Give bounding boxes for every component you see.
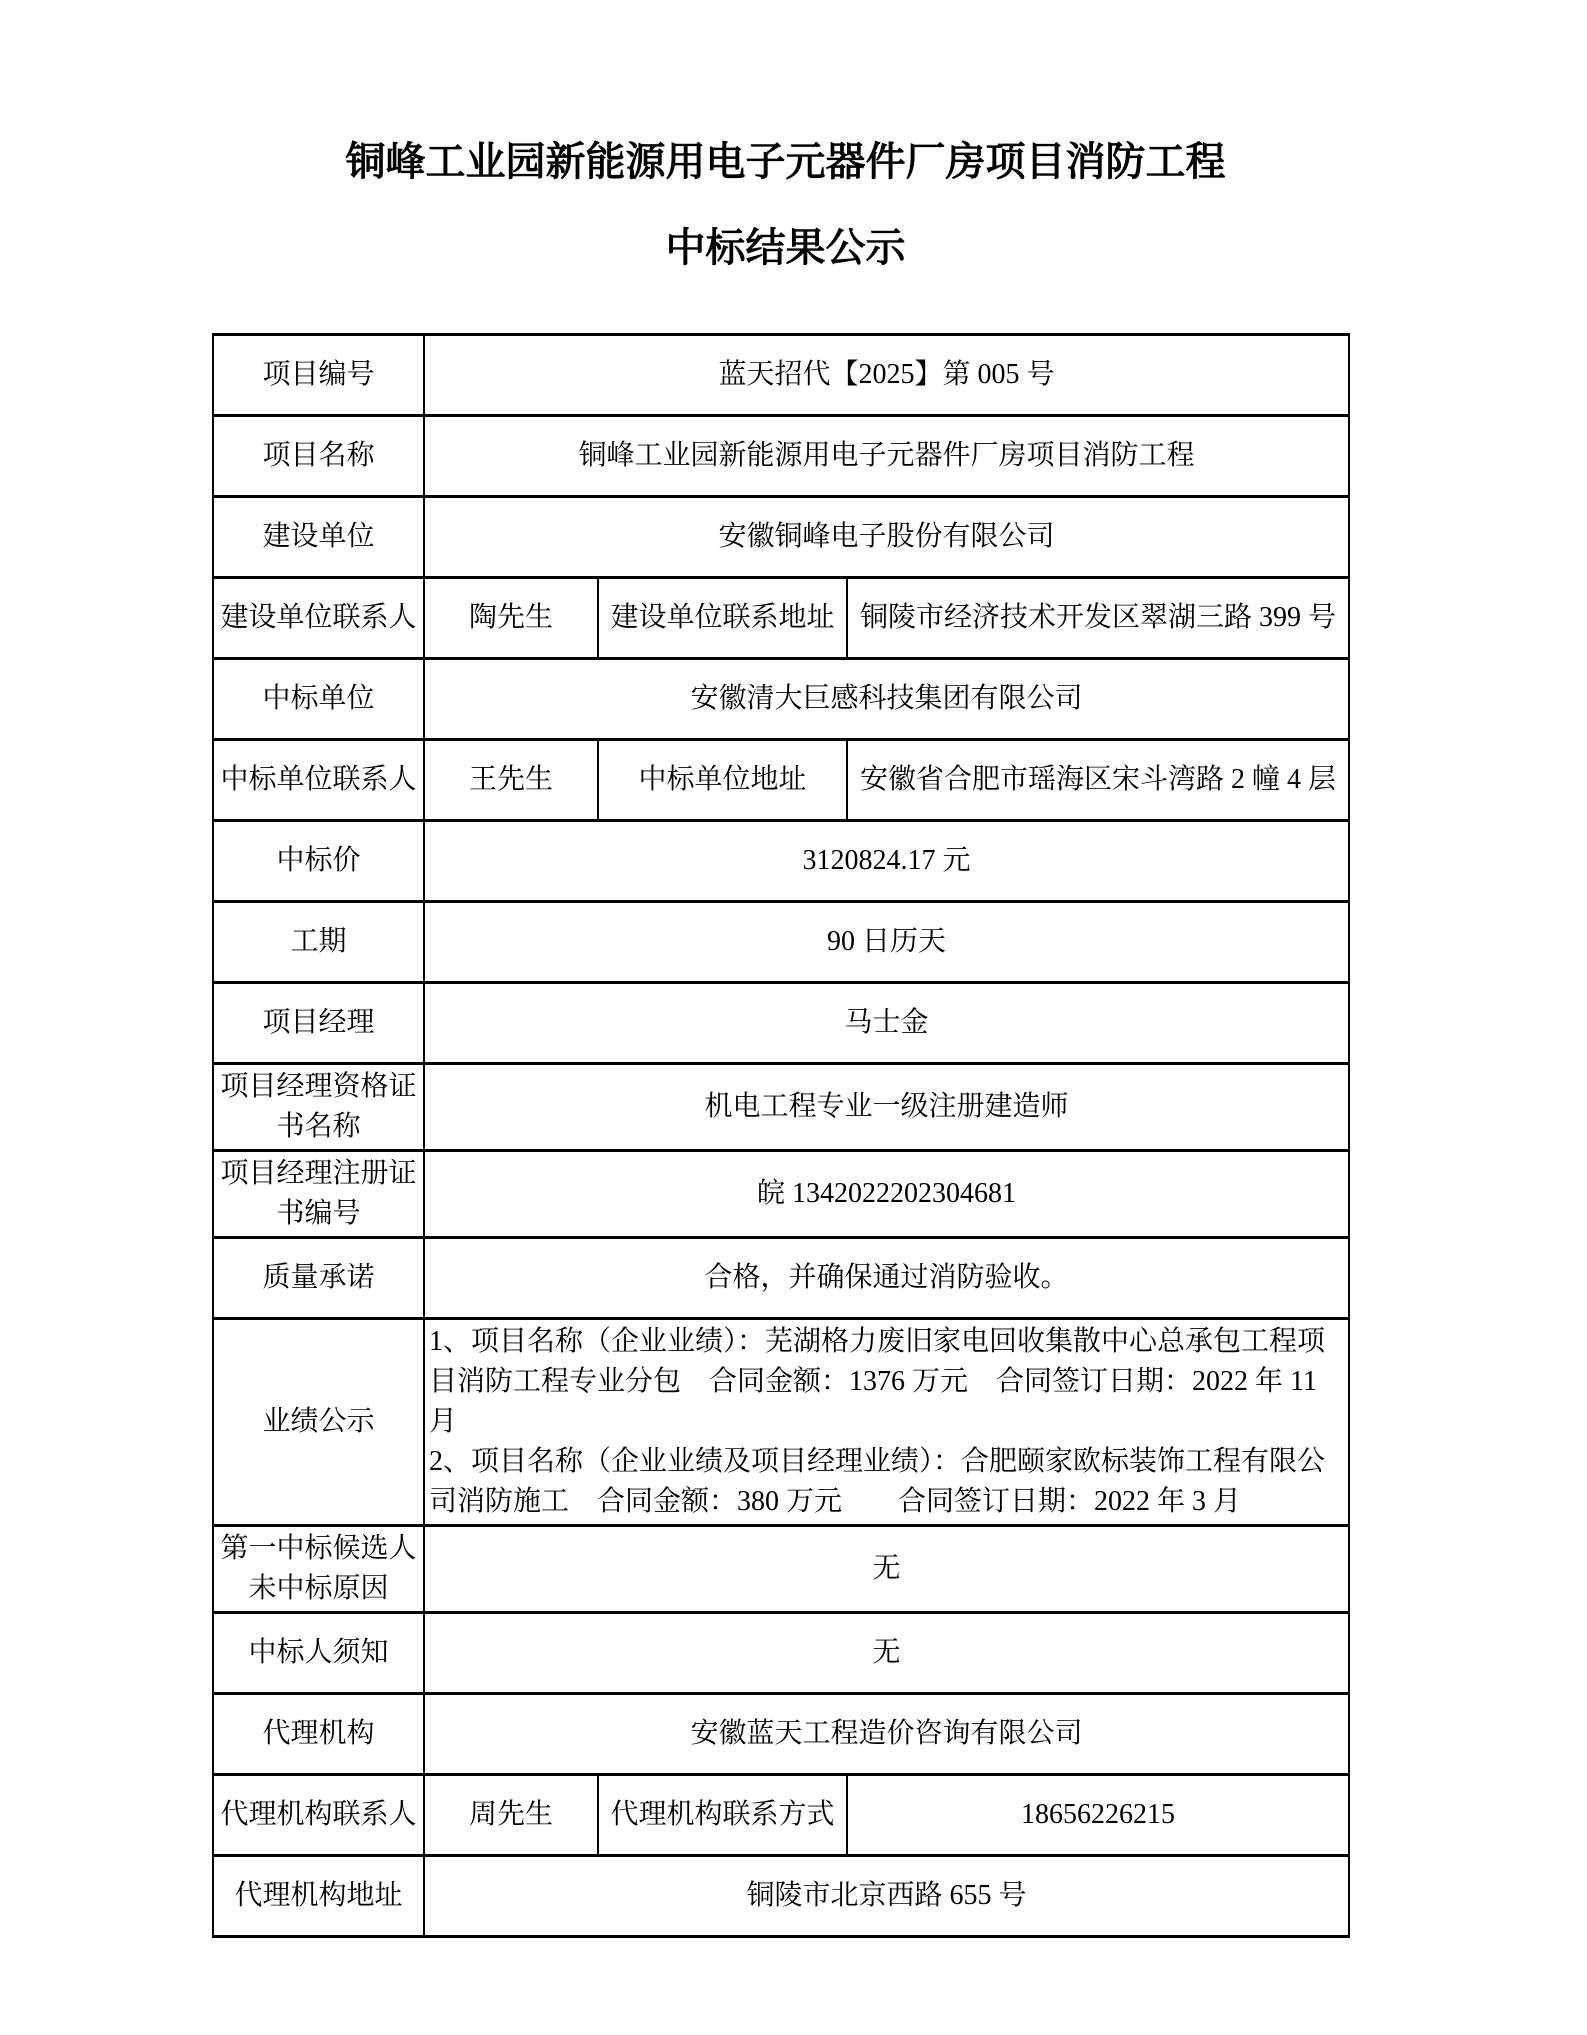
row-project-number bbox=[213, 335, 1349, 416]
agency-contact-label: 代理机构联系人 bbox=[213, 1775, 424, 1856]
row-bid-price bbox=[213, 821, 1349, 902]
row-bidder-notice bbox=[213, 1613, 1349, 1694]
row-pm-certificate-number bbox=[213, 1151, 1349, 1238]
project-number-value: 蓝天招代【2025】第 005 号 bbox=[424, 335, 1349, 416]
project-name-label: 项目名称 bbox=[213, 416, 424, 497]
row-agency bbox=[213, 1694, 1349, 1775]
agency-address-label: 代理机构地址 bbox=[213, 1856, 424, 1937]
row-agency-address bbox=[213, 1856, 1349, 1937]
pm-certificate-name-value: 机电工程专业一级注册建造师 bbox=[424, 1064, 1349, 1151]
project-name-value: 铜峰工业园新能源用电子元器件厂房项目消防工程 bbox=[424, 416, 1349, 497]
agency-address-value: 铜陵市北京西路 655 号 bbox=[424, 1856, 1349, 1937]
project-manager-label: 项目经理 bbox=[213, 983, 424, 1064]
agency-contact-name: 周先生 bbox=[424, 1775, 598, 1856]
winning-address-label: 中标单位地址 bbox=[598, 740, 847, 821]
agency-label: 代理机构 bbox=[213, 1694, 424, 1775]
quality-commitment-label: 质量承诺 bbox=[213, 1238, 424, 1319]
bid-result-table bbox=[212, 333, 1350, 1938]
row-project-manager bbox=[213, 983, 1349, 1064]
agency-value: 安徽蓝天工程造价咨询有限公司 bbox=[424, 1694, 1349, 1775]
pm-certificate-number-label: 项目经理注册证书编号 bbox=[213, 1151, 424, 1238]
winning-bidder-value: 安徽清大巨感科技集团有限公司 bbox=[424, 659, 1349, 740]
duration-label: 工期 bbox=[213, 902, 424, 983]
row-duration bbox=[213, 902, 1349, 983]
agency-phone-value: 18656226215 bbox=[847, 1775, 1349, 1856]
row-project-name bbox=[213, 416, 1349, 497]
bid-price-value: 3120824.17 元 bbox=[424, 821, 1349, 902]
performance-item-1: 1、项目名称（企业业绩）：芜湖格力废旧家电回收集散中心总承包工程项目消防工程专业分包 合同金额：1376 万元 合同签订日期：2022 年 11 月 bbox=[429, 1326, 1326, 1437]
row-first-candidate-reason bbox=[213, 1526, 1349, 1613]
pm-certificate-number-value: 皖 1342022202304681 bbox=[424, 1151, 1349, 1238]
row-performance-publicity bbox=[213, 1319, 1349, 1526]
performance-item-2: 2、项目名称（企业业绩及项目经理业绩）：合肥颐家欧标装饰工程有限公司消防施工 合同金额：380 万元 合同签订日期：2022 年 3 月 bbox=[429, 1446, 1326, 1517]
construction-contact-name: 陶先生 bbox=[424, 578, 598, 659]
winning-contact-label: 中标单位联系人 bbox=[213, 740, 424, 821]
row-construction-contact bbox=[213, 578, 1349, 659]
row-quality-commitment bbox=[213, 1238, 1349, 1319]
construction-unit-value: 安徽铜峰电子股份有限公司 bbox=[424, 497, 1349, 578]
document-title-line1: 铜峰工业园新能源用电子元器件厂房项目消防工程 bbox=[345, 139, 1226, 184]
first-candidate-reason-value: 无 bbox=[424, 1526, 1349, 1613]
construction-contact-label: 建设单位联系人 bbox=[213, 578, 424, 659]
winning-address-value: 安徽省合肥市瑶海区宋斗湾路 2 幢 4 层 bbox=[847, 740, 1349, 821]
row-winning-contact bbox=[213, 740, 1349, 821]
row-pm-certificate-name bbox=[213, 1064, 1349, 1151]
duration-value: 90 日历天 bbox=[424, 902, 1349, 983]
row-agency-contact bbox=[213, 1775, 1349, 1856]
row-construction-unit bbox=[213, 497, 1349, 578]
performance-publicity-label: 业绩公示 bbox=[213, 1319, 424, 1526]
quality-commitment-value: 合格，并确保通过消防验收。 bbox=[424, 1238, 1349, 1319]
construction-address-value: 铜陵市经济技术开发区翠湖三路 399 号 bbox=[847, 578, 1349, 659]
document-title-line2: 中标结果公示 bbox=[665, 225, 906, 270]
construction-address-label: 建设单位联系地址 bbox=[598, 578, 847, 659]
construction-unit-label: 建设单位 bbox=[213, 497, 424, 578]
project-number-label: 项目编号 bbox=[213, 335, 424, 416]
bid-price-label: 中标价 bbox=[213, 821, 424, 902]
project-manager-value: 马士金 bbox=[424, 983, 1349, 1064]
first-candidate-reason-label: 第一中标候选人未中标原因 bbox=[213, 1526, 424, 1613]
bidder-notice-value: 无 bbox=[424, 1613, 1349, 1694]
winning-contact-name: 王先生 bbox=[424, 740, 598, 821]
agency-phone-label: 代理机构联系方式 bbox=[598, 1775, 847, 1856]
bidder-notice-label: 中标人须知 bbox=[213, 1613, 424, 1694]
winning-bidder-label: 中标单位 bbox=[213, 659, 424, 740]
performance-publicity-value bbox=[424, 1319, 1349, 1526]
row-winning-bidder bbox=[213, 659, 1349, 740]
pm-certificate-name-label: 项目经理资格证书名称 bbox=[213, 1064, 424, 1151]
